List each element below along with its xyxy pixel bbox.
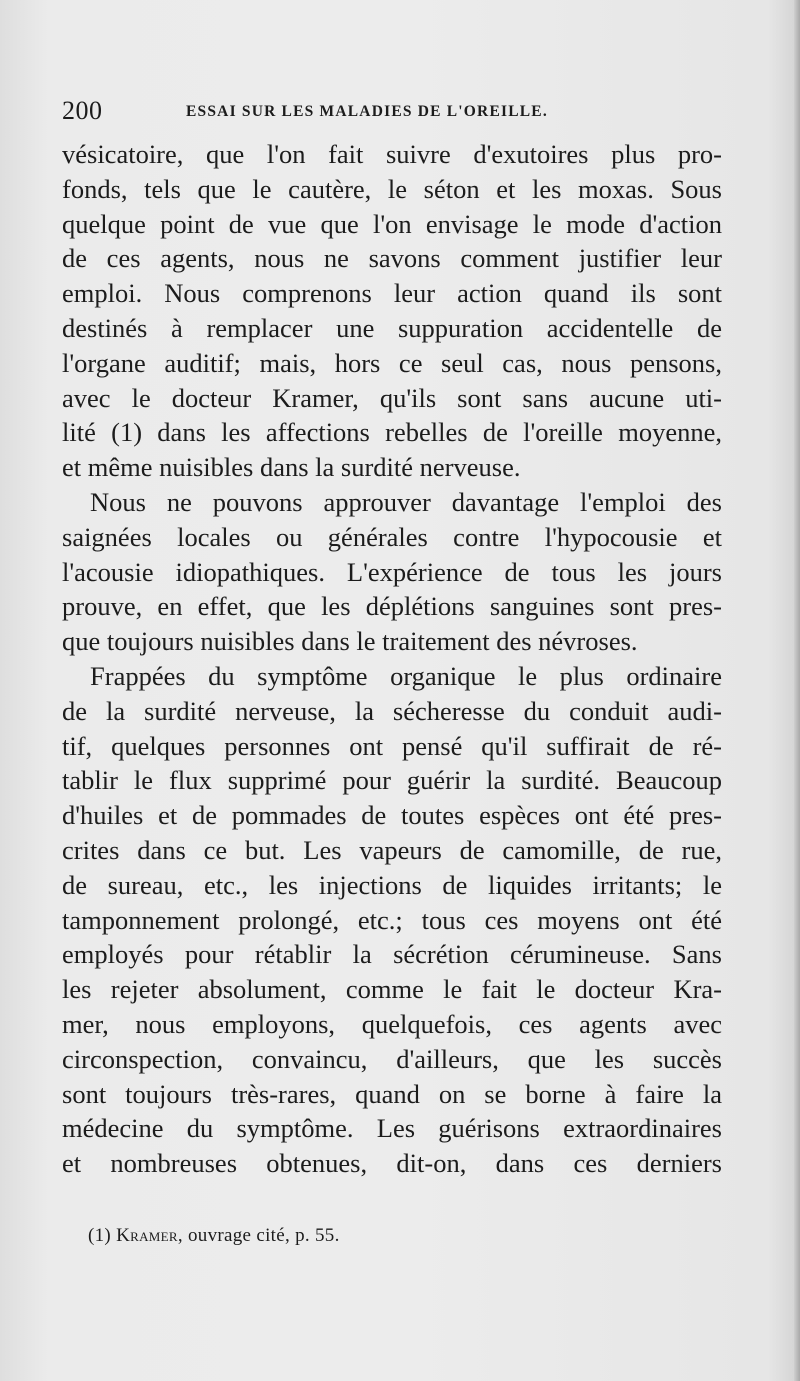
text-line: de ces agents, nous ne savons comment justifier leur	[62, 243, 722, 274]
text-line: emploi. Nous comprenons leur action quand ils sont	[62, 278, 722, 309]
text-line: et même nuisibles dans la surdité nerveuse.	[62, 452, 521, 483]
text-line: avec le docteur Kramer, qu'ils sont sans aucune uti-	[62, 382, 722, 413]
page-number: 200	[62, 96, 103, 125]
text-line: tif, quelques personnes ont pensé qu'il suffirait de ré-	[62, 730, 722, 761]
text-line: mer, nous employons, quelquefois, ces agents avec	[62, 1008, 722, 1039]
text-line: et nombreuses obtenues, dit-on, dans ces derniers	[62, 1148, 722, 1179]
text-line: employés pour rétablir la sécrétion cérumineuse. Sans	[62, 939, 722, 970]
text-line: Frappées du symptôme organique le plus ordinaire	[90, 660, 722, 691]
page-header	[62, 96, 722, 132]
footnote-author: Kramer,	[116, 1225, 183, 1246]
text-line: destinés à remplacer une suppuration accidentelle de	[62, 312, 722, 343]
text-line: tablir le flux supprimé pour guérir la surdité. Beaucoup	[62, 765, 722, 796]
page-edge-shadow	[794, 0, 800, 1381]
body-text	[62, 137, 722, 1181]
footnote-marker: (1)	[88, 1225, 112, 1246]
text-line: quelque point de vue que l'on envisage le mode d'action	[62, 208, 722, 239]
text-line: prouve, en effet, que les déplétions sanguines sont pres-	[62, 591, 722, 622]
text-line: l'acousie idiopathiques. L'expérience de tous les jours	[62, 556, 722, 587]
text-line: vésicatoire, que l'on fait suivre d'exutoires plus pro-	[62, 139, 722, 169]
text-line: tamponnement prolongé, etc.; tous ces moyens ont été	[62, 904, 722, 935]
footnote	[88, 1225, 340, 1247]
text-line: de la surdité nerveuse, la sécheresse du conduit audi-	[62, 695, 722, 726]
text-line: sont toujours très-rares, quand on se borne à faire la	[62, 1078, 722, 1109]
text-line: fonds, tels que le cautère, le séton et les moxas. Sous	[62, 173, 722, 204]
text-line: circonspection, convaincu, d'ailleurs, que les succès	[62, 1043, 722, 1074]
text-line: de sureau, etc., les injections de liquides irritants; le	[62, 869, 722, 900]
text-line: médecine du symptôme. Les guérisons extraordinaires	[62, 1113, 722, 1144]
text-line: lité (1) dans les affections rebelles de l'oreille moyenne,	[62, 417, 722, 448]
text-line: que toujours nuisibles dans le traitement des névroses.	[62, 626, 638, 657]
text-line: d'huiles et de pommades de toutes espèces ont été pres-	[62, 800, 722, 831]
text-line: saignées locales ou générales contre l'hypocousie et	[62, 521, 722, 552]
text-line: Nous ne pouvons approuver davantage l'emploi des	[90, 486, 722, 517]
running-head: ESSAI SUR LES MALADIES DE L'OREILLE.	[186, 103, 548, 120]
text-line: les rejeter absolument, comme le fait le docteur Kra-	[62, 974, 722, 1005]
footnote-text: ouvrage cité, p. 55.	[188, 1225, 340, 1246]
text-line: crites dans ce but. Les vapeurs de camomille, de rue,	[62, 834, 722, 865]
text-line: l'organe auditif; mais, hors ce seul cas, nous pensons,	[62, 347, 722, 378]
